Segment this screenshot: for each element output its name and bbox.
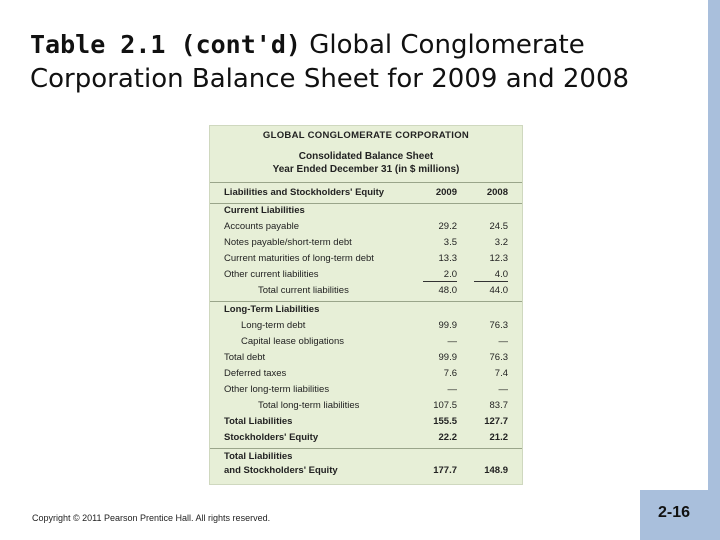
header-label: Liabilities and Stockholders' Equity: [224, 187, 385, 198]
value-2009: 107.5: [433, 400, 457, 411]
table-row: [210, 398, 522, 414]
row-label: Total Liabilities: [224, 416, 293, 427]
table-row: [210, 318, 522, 334]
table-row: [210, 267, 522, 283]
value-2008: 24.5: [489, 221, 508, 232]
value-2008: 148.9: [484, 465, 508, 476]
value-2009: 13.3: [438, 253, 457, 264]
row-label: Current maturities of long-term debt: [224, 253, 374, 264]
company-name: GLOBAL CONGLOMERATE CORPORATION: [262, 130, 470, 141]
header-col-2008: 2008: [486, 187, 508, 198]
row-label: Current Liabilities: [224, 205, 305, 216]
table-row: [210, 235, 522, 251]
value-2008: 76.3: [489, 320, 508, 331]
table-row: [210, 334, 522, 350]
value-2009: 99.9: [438, 352, 457, 363]
subtotal-underline: [423, 281, 457, 282]
table-row: [210, 430, 522, 446]
table-row: [210, 382, 522, 398]
row-label: Other current liabilities: [224, 269, 319, 280]
value-2008: 4.0: [494, 269, 508, 280]
value-2009: 3.5: [443, 237, 457, 248]
table-row: [210, 414, 522, 430]
table-row: [210, 450, 522, 463]
value-2008: 44.0: [489, 285, 508, 296]
row-label: Capital lease obligations: [241, 336, 344, 347]
row-label: Total current liabilities: [258, 285, 349, 296]
table-row: [210, 219, 522, 235]
section-rule: [210, 448, 522, 449]
value-2008: 3.2: [494, 237, 508, 248]
row-label: Notes payable/short-term debt: [224, 237, 352, 248]
slide-number: 2-16: [640, 490, 708, 540]
value-2008: —: [498, 384, 508, 395]
value-2009: 48.0: [438, 285, 457, 296]
value-2008: —: [498, 336, 508, 347]
balance-sheet-table: [209, 125, 523, 485]
header-top-rule: [210, 182, 522, 183]
value-2009: 29.2: [438, 221, 457, 232]
value-2009: —: [447, 384, 457, 395]
value-2009: 155.5: [433, 416, 457, 427]
value-2008: 83.7: [489, 400, 508, 411]
row-label: Total Liabilities: [224, 451, 293, 462]
subtotal-underline: [474, 281, 508, 282]
value-2008: 12.3: [489, 253, 508, 264]
row-label: Stockholders' Equity: [224, 432, 319, 443]
table-row: [210, 203, 522, 219]
table-title-line1: Consolidated Balance Sheet: [298, 151, 434, 162]
value-2009: 22.2: [438, 432, 457, 443]
header-col-2009: 2009: [435, 187, 457, 198]
value-2008: 21.2: [489, 432, 508, 443]
value-2009: 7.6: [443, 368, 457, 379]
slide-title: [30, 28, 700, 96]
table-header-row: [224, 187, 510, 201]
table-row: [210, 366, 522, 382]
value-2008: 76.3: [489, 352, 508, 363]
row-label: Other long-term liabilities: [224, 384, 330, 395]
row-label: and Stockholders' Equity: [224, 465, 338, 476]
value-2008: 127.7: [484, 416, 508, 427]
row-label: Total long-term liabilities: [258, 400, 360, 411]
copyright-notice: Copyright © 2011 Pearson Prentice Hall. All rights reserved.: [32, 513, 271, 523]
table-row: [210, 350, 522, 366]
value-2009: 177.7: [433, 465, 457, 476]
slide-title-bold: Table 2.1 (cont'd): [30, 30, 301, 59]
table-row: [210, 302, 522, 318]
row-label: Deferred taxes: [224, 368, 287, 379]
table-row: [210, 283, 522, 299]
table-title: [210, 150, 522, 176]
row-label: Total debt: [224, 352, 266, 363]
value-2008: 7.4: [494, 368, 508, 379]
table-row: [210, 251, 522, 267]
value-2009: 99.9: [438, 320, 457, 331]
row-label: Long-Term Liabilities: [224, 304, 320, 315]
table-title-line2: Year Ended December 31 (in $ millions): [272, 164, 460, 175]
right-accent-bar: [708, 0, 720, 540]
row-label: Long-term debt: [241, 320, 306, 331]
row-label: Accounts payable: [224, 221, 299, 232]
table-row: [210, 464, 522, 478]
value-2009: —: [447, 336, 457, 347]
value-2009: 2.0: [443, 269, 457, 280]
slide-title-rest: Global Conglomerate Corporation Balance Sheet for 2009 and 2008: [30, 30, 630, 94]
